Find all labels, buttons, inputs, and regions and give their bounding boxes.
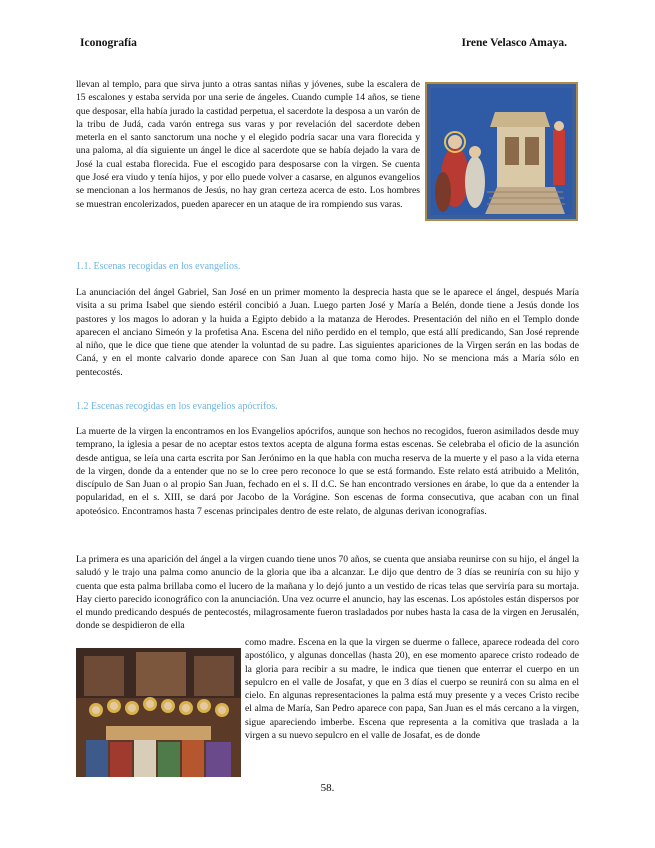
paragraph-dormition: como madre. Escena en la que la virgen se duerme o fallece, aparece rodeada del coro apostólico, y algunas doncellas (hasta 20), en ese momento aparece cristo rodeado de la gloria para recibir a su madre, le indica que tienen que enterrar el cuerpo en un sepulcro en el valle de Josafat, y que en 3 días el cuerpo se reunirá con su alma en el cielo. En algunas representaciones la palma está muy presente y a veces Cristo recibe el alma de María, San Pedro aparece con papa, San Juan es el más cercano a la virgen, sigue apareciendo imberbe. Escena que representa a la comitiva que traslada a la virgen a su nuevo sepulcro en el valle de Josafat, es de donde: [245, 637, 579, 742]
header-title: Iconografía: [80, 37, 137, 49]
paragraph-gospel-scenes: La anunciación del ángel Gabriel, San José en un primer momento la desprecia hasta que se le aparece el ángel, después María visita a su prima Isabel que siendo estéril concibió a Juan. Luego parten José y María a Belén, donde tiene a Jesús donde los pastores y los magos lo adoran y la huida a Egipto debido a la matanza de Herodes. Presentación del niño en el Templo donde aparecen el anciano Simeón y la profetisa Ana. Escena del niño perdido en el templo, que está allí predicando, San José reprende al niño, que le dice que tiene que atender la voluntad de su padre. Las siguientes apariciones de la Virgen serán en las bodas de Caná, y en el monte calvario donde aparece con San Juan al que toma como hijo. No se menciona más a María sólo en pentecostés.: [76, 287, 579, 378]
section-heading-apocryphal: 1.2 Escenas recogidas en los evangelios apócrifos.: [76, 401, 278, 412]
paragraph-first-apparition: La primera es una aparición del ángel a la virgen cuando tiene unos 70 años, se cuenta que ansiaba reunirse con su hijo, el ángel la saludó y le trajo una palma como anuncio de la gloria que iba a alcanzar. Le dijo que dentro de 3 días se reuniría con su hijo y cuenta que esta palma brillaba como el lucero de la mañana y lo dejó junto a un vestido de ricas telas que serviría para su mortaja. Hay cierto parecido iconográfico con la anunciación. Una vez ocurre el anuncio, hay las escenas. Los apóstoles están dispersos por el mundo predicando después de pentecostés, milagrosamente fueron trasladados por nubes hasta la casa de la virgen en Jerusalén, donde se despidieron de ella: [76, 554, 579, 632]
page-number: 58.: [320, 782, 335, 794]
paragraph-death-of-virgin: La muerte de la virgen la encontramos en los Evangelios apócrifos, aunque son hechos no recogidos, fueron asimilados desde muy temprano, la iglesia a pesar de no aceptar estos textos acepta de alguna forma estas escenas. Se celebraba el oficio de la asunción desde antigua, se leía una carta escrita por San Jerónimo en la que habla con mucha reserva de la muerte y el paso a la vida eterna de la virgen, donde da a entender que no se lo cree pero reconoce lo que se está formando. Este relato está atribuido a Melitón, discípulo de San Juan o al propio San Juan, fechado en el s. II d.C. Se han encontrado versiones en árabe, lo que da a entender la popularidad, en el s. XIII, se dará por Jacobo de la Vorágine. Son escenas de forma consecutiva, que acaban con un final apoteósico. Encontramos hasta 7 escenas principales dentro de este relato, de algunas derivan iconografías.: [76, 426, 579, 517]
fresco-image-temple: [425, 82, 578, 221]
section-heading-gospels: 1.1. Escenas recogidas en los evangelios.: [76, 261, 241, 272]
fresco-image-dormition: [76, 648, 241, 777]
paragraph-betrothal: llevan al templo, para que sirva junto a otras santas niñas y jóvenes, sube la escalera de 15 escalones y estaba servida por una serie de ángeles. Cuando cumple 14 años, se tiene que desposar, ella había jurado la castidad perpetua, el sacerdote la desposa a un varón de la tribu de Judá, cada varón entrega sus varas y por revelación del sacerdote deben meterla en el santo sanctorum una noche y el elegido podría sacar una vara florecida y una paloma, al día siguiente un ángel le dice al sacerdote que se había dejado la vara de José la cual estaba florecida. Fue el escogido para desposarse con la virgen. Se cuenta que José era viudo y tenía hijos, y por ello puede volver a casarse, en algunos evangelios se mencionan a los hermanos de Jesús, no hay gran certeza acerca de esto. Los hombres se muestran encolerizados, pueden aparecer en un ataque de ira rompiendo sus varas.: [76, 79, 420, 210]
header-author: Irene Velasco Amaya.: [461, 37, 567, 49]
